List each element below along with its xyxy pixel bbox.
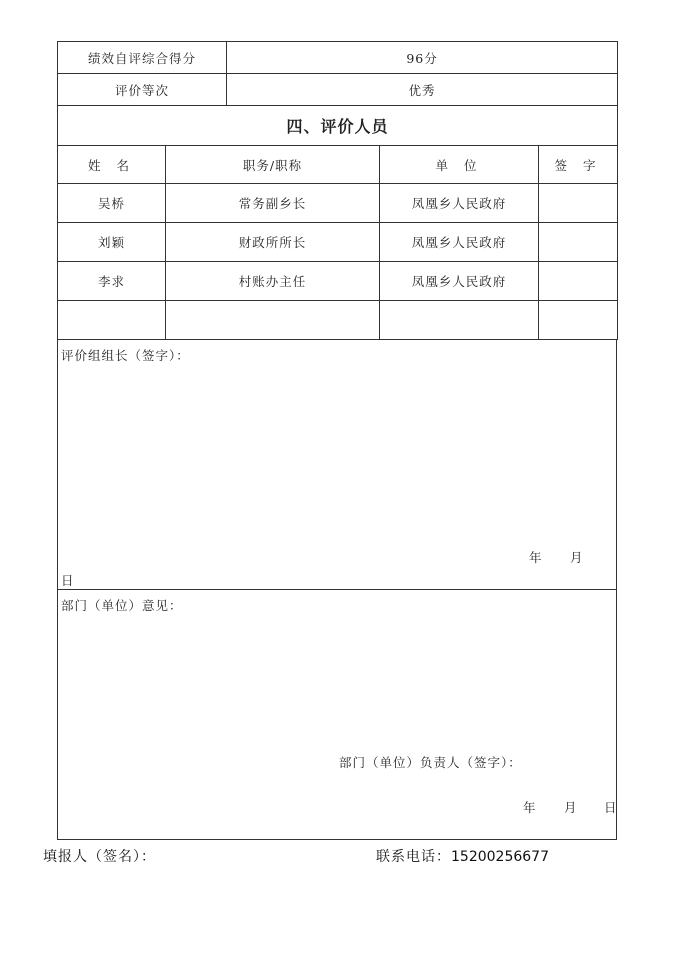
header-sign: 签 字 (539, 146, 618, 184)
section-title-row (58, 106, 618, 146)
contact-phone (376, 846, 549, 866)
person-position: 财政所所长 (166, 223, 380, 262)
filler-sign (43, 846, 156, 866)
dept-responsible-label: 部门（单位）负责人（签字）： (339, 755, 522, 770)
score-label: 绩效自评综合得分 (58, 42, 227, 74)
evaluation-form (57, 41, 617, 840)
score-row (58, 42, 618, 74)
grade-value: 优秀 (227, 74, 618, 106)
dept-year: 年 (523, 800, 537, 815)
leader-day: 日 (61, 573, 75, 588)
leader-year: 年 (529, 550, 543, 565)
table-row (58, 223, 618, 262)
dept-day: 日 (604, 800, 618, 815)
person-unit: 凤凰乡人民政府 (380, 262, 539, 301)
person-sign[interactable] (539, 184, 618, 223)
filler-label: 填报人（签名）： (43, 849, 156, 865)
person-position (166, 301, 380, 340)
grade-label: 评价等次 (58, 74, 227, 106)
person-unit (380, 301, 539, 340)
phone-value: 15200256677 (451, 849, 549, 865)
people-table (57, 145, 618, 340)
leader-sign-label: 评价组组长（签字）： (61, 348, 190, 363)
person-name: 刘颖 (58, 223, 166, 262)
person-sign[interactable] (539, 262, 618, 301)
table-row (58, 301, 618, 340)
dept-opinion-label: 部门（单位）意见： (61, 598, 183, 613)
table-row (58, 184, 618, 223)
people-header-row (58, 146, 618, 184)
phone-label: 联系电话： (376, 849, 451, 865)
person-unit: 凤凰乡人民政府 (380, 184, 539, 223)
person-unit: 凤凰乡人民政府 (380, 223, 539, 262)
person-name: 李求 (58, 262, 166, 301)
person-name: 吴桥 (58, 184, 166, 223)
score-value: 96分 (227, 42, 618, 74)
dept-opinion-box[interactable] (57, 590, 617, 840)
leader-month: 月 (570, 550, 584, 565)
person-sign[interactable] (539, 223, 618, 262)
header-position: 职务/职称 (166, 146, 380, 184)
person-name (58, 301, 166, 340)
person-sign[interactable] (539, 301, 618, 340)
header-name: 姓 名 (58, 146, 166, 184)
header-unit: 单 位 (380, 146, 539, 184)
grade-row (58, 74, 618, 106)
section-title: 四、评价人员 (58, 106, 618, 146)
person-position: 常务副乡长 (166, 184, 380, 223)
dept-month: 月 (564, 800, 578, 815)
form-table (57, 41, 618, 146)
person-position: 村账办主任 (166, 262, 380, 301)
leader-sign-box[interactable] (57, 340, 617, 590)
table-row (58, 262, 618, 301)
